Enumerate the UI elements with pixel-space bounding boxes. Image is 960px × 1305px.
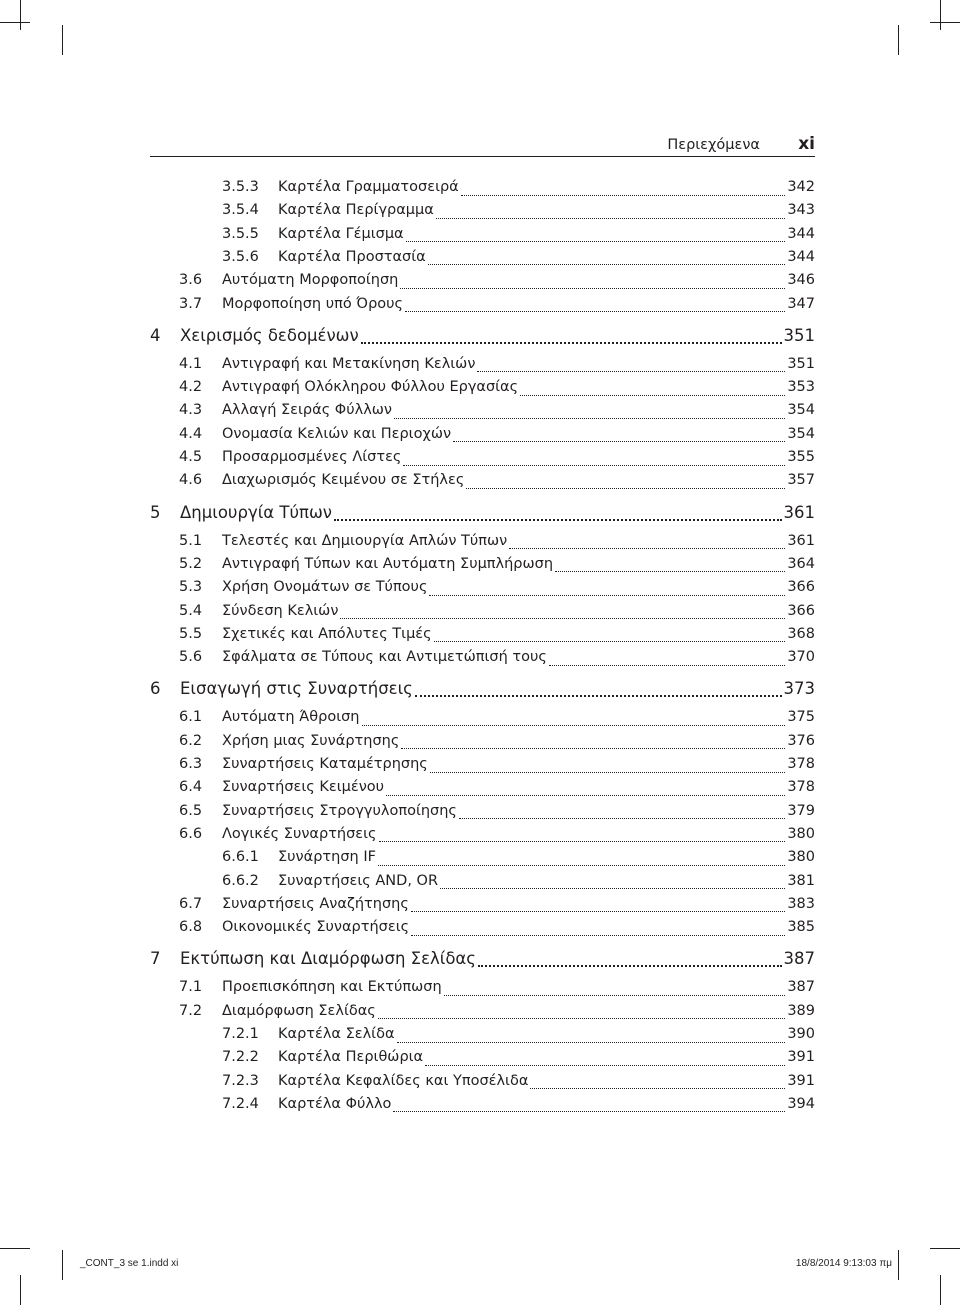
toc-page-number: 353 (787, 379, 815, 396)
toc-number: 4.1 (179, 355, 203, 372)
toc-page-number: 389 (787, 1002, 815, 1019)
dot-leader (400, 288, 785, 289)
toc-number: 3.5.6 (222, 248, 259, 265)
toc-number: 5.1 (179, 532, 203, 549)
toc-page-number: 391 (787, 1049, 815, 1066)
dot-leader (379, 841, 786, 842)
toc-title: Καρτέλα Περίγραμμα (278, 202, 434, 219)
toc-number: 5 (150, 502, 161, 522)
toc-page-number: 390 (787, 1026, 815, 1042)
toc-entry (179, 649, 815, 671)
toc-page-number: 380 (787, 849, 815, 866)
dot-leader (378, 1018, 786, 1019)
dot-leader (509, 548, 785, 549)
toc-entry (179, 472, 815, 494)
dot-leader (530, 1088, 785, 1089)
toc-title: Αντιγραφή Τύπων και Αυτόματη Συμπλήρωση (222, 555, 554, 572)
dot-leader (434, 641, 786, 642)
toc-title: Μορφοποίηση υπό Όρους (222, 295, 404, 312)
dot-leader (428, 264, 786, 265)
toc-page-number: 354 (787, 425, 815, 442)
dot-leader (394, 418, 785, 419)
toc-entry (179, 426, 815, 448)
dot-leader (386, 795, 785, 796)
dot-leader (461, 195, 786, 196)
toc-title: Λογικές Συναρτήσεις (222, 825, 377, 842)
toc-page-number: 387 (783, 949, 815, 969)
toc-page-number: 351 (783, 325, 815, 345)
dot-leader (411, 911, 785, 912)
toc-page-number: 391 (787, 1072, 815, 1089)
toc-title: Καρτέλα Γέμισμα (278, 225, 404, 242)
dot-leader (425, 1065, 785, 1066)
toc-title: Συναρτήσεις Καταμέτρησης (222, 756, 428, 772)
toc-number: 6.1 (179, 709, 203, 726)
dot-leader (415, 695, 782, 697)
toc-page-number: 361 (783, 502, 815, 522)
toc-entry (222, 873, 815, 895)
toc-page-number: 385 (787, 919, 815, 936)
toc-number: 4.2 (179, 379, 203, 396)
toc-title: Καρτέλα Κεφαλίδες και Υποσέλιδα (278, 1072, 529, 1089)
toc-number: 4.3 (179, 402, 203, 419)
dot-leader (411, 935, 785, 936)
toc-number: 7.2.3 (222, 1072, 259, 1089)
toc-entry (222, 1096, 815, 1118)
toc-title: Χρήση μιας Συνάρτησης (222, 732, 400, 749)
toc-number: 6 (150, 679, 161, 699)
toc-page-number: 387 (787, 979, 815, 996)
toc-page-number: 351 (787, 355, 815, 372)
dot-leader (453, 441, 785, 442)
toc-number: 3.7 (179, 295, 203, 312)
toc-title: Ονομασία Κελιών και Περιοχών (222, 425, 452, 442)
dot-leader (549, 665, 785, 666)
toc-number: 5.5 (179, 625, 203, 642)
toc-title: Διαμόρφωση Σελίδας (222, 1002, 376, 1019)
toc-title: Προσαρμοσμένες Λίστες (222, 449, 402, 465)
toc-entry (179, 919, 815, 941)
dot-leader (378, 865, 785, 866)
toc-page-number: 347 (787, 295, 815, 312)
dot-leader (459, 818, 785, 819)
toc-number: 6.6.2 (222, 872, 259, 889)
toc-entry (179, 449, 815, 471)
toc-page-number: 378 (787, 779, 815, 796)
toc-entry (179, 533, 815, 555)
toc-number: 6.6.1 (222, 849, 259, 866)
dot-leader (405, 311, 785, 312)
toc-number: 3.5.3 (222, 179, 259, 195)
dot-leader (429, 595, 785, 596)
toc-title: Αλλαγή Σειράς Φύλλων (222, 402, 393, 419)
toc-number: 3.6 (179, 272, 203, 289)
toc-number: 7.1 (179, 979, 203, 996)
toc-number: 6.2 (179, 732, 203, 749)
toc-page-number: 376 (787, 732, 815, 749)
toc-number: 7.2.2 (222, 1049, 259, 1066)
toc-entry (179, 579, 815, 601)
toc-entry (222, 249, 815, 271)
dot-leader (397, 1042, 786, 1043)
toc-title: Χρήση Ονομάτων σε Τύπους (222, 579, 428, 596)
dot-leader (520, 395, 785, 396)
toc-number: 3.5.4 (222, 202, 259, 219)
dot-leader (340, 618, 785, 619)
toc-page-number: 364 (787, 555, 815, 572)
toc-number: 6.7 (179, 895, 203, 912)
toc-entry (179, 979, 815, 1001)
toc-title: Καρτέλα Περιθώρια (278, 1049, 424, 1066)
toc-number: 4.4 (179, 425, 203, 442)
toc-title: Αυτόματη Μορφοποίηση (222, 272, 399, 289)
toc-entry (179, 603, 815, 625)
toc-page-number: 346 (787, 272, 815, 289)
toc-page-number: 342 (787, 179, 815, 195)
dot-leader (362, 725, 786, 726)
dot-leader (393, 1111, 785, 1112)
toc-title: Αντιγραφή και Μετακίνηση Κελιών (222, 355, 476, 372)
toc-entry (179, 826, 815, 848)
section-title: Περιεχόμενα (667, 137, 760, 153)
toc-title: Συναρτήσεις Στρογγυλοποίησης (222, 802, 457, 819)
toc-page-number: 344 (787, 248, 815, 265)
dot-leader (466, 488, 785, 489)
toc-title: Καρτέλα Γραμματοσειρά (278, 179, 459, 195)
toc-title: Συναρτήσεις AND, OR (278, 872, 439, 889)
toc-entry (150, 326, 815, 348)
toc-entry (150, 503, 815, 525)
toc-page-number: 381 (787, 872, 815, 889)
toc-page-number: 394 (787, 1095, 815, 1112)
dot-leader (361, 342, 782, 344)
toc-entry (150, 679, 815, 701)
dot-leader (403, 465, 785, 466)
toc-page-number: 357 (787, 472, 815, 489)
toc-number: 3.5.5 (222, 225, 259, 242)
dot-leader (444, 995, 786, 996)
dot-leader (430, 772, 785, 773)
toc-title: Καρτέλα Φύλλο (278, 1095, 392, 1112)
toc-entry (222, 1073, 815, 1095)
toc-page-number: 354 (787, 402, 815, 419)
toc-entry (179, 379, 815, 401)
toc-title: Εκτύπωση και Διαμόρφωση Σελίδας (180, 949, 476, 969)
dot-leader (334, 519, 781, 521)
toc-title: Καρτέλα Προστασία (278, 248, 426, 265)
toc-title: Σύνδεση Κελιών (222, 602, 339, 619)
toc-number: 7 (150, 949, 161, 969)
toc-entry (222, 1026, 815, 1048)
dot-leader (477, 371, 785, 372)
toc-number: 5.4 (179, 602, 203, 619)
toc-page-number: 373 (783, 679, 815, 699)
toc-number: 5.2 (179, 555, 203, 572)
toc-entry (150, 949, 815, 971)
toc-page-number: 343 (787, 202, 815, 219)
toc-title: Συνάρτηση IF (278, 849, 376, 866)
toc-entry (179, 356, 815, 378)
toc-page-number: 366 (787, 579, 815, 596)
toc-number: 7.2 (179, 1002, 203, 1019)
toc-entry (222, 202, 815, 224)
toc-number: 7.2.1 (222, 1026, 259, 1042)
toc-number: 6.6 (179, 825, 203, 842)
toc-page-number: 366 (787, 602, 815, 619)
toc-title: Οικονομικές Συναρτήσεις (222, 919, 410, 936)
print-timestamp: 18/8/2014 9:13:03 πμ (795, 1258, 892, 1269)
toc-number: 4 (150, 325, 161, 345)
toc-entry (179, 1003, 815, 1025)
toc-number: 6.3 (179, 756, 203, 772)
toc-entry (222, 226, 815, 248)
toc-number: 5.6 (179, 649, 203, 666)
dot-leader (478, 965, 782, 967)
toc-page-number: 383 (787, 895, 815, 912)
page-number: xi (798, 134, 815, 154)
toc-number: 5.3 (179, 579, 203, 596)
toc-page-number: 379 (787, 802, 815, 819)
file-name: _CONT_3 se 1.indd xi (80, 1258, 179, 1269)
dot-leader (401, 748, 785, 749)
toc-entry (179, 402, 815, 424)
toc-entry (179, 896, 815, 918)
toc-title: Εισαγωγή στις Συναρτήσεις (180, 679, 413, 699)
toc-page-number: 361 (787, 532, 815, 549)
toc-number: 6.8 (179, 919, 203, 936)
toc-page-number: 378 (787, 756, 815, 772)
toc-entry (179, 733, 815, 755)
toc-entry (179, 803, 815, 825)
toc-title: Συναρτήσεις Κειμένου (222, 779, 385, 796)
toc-page-number: 375 (787, 709, 815, 726)
toc-page-number: 344 (787, 225, 815, 242)
toc-number: 4.5 (179, 449, 203, 465)
toc-title: Σχετικές και Απόλυτες Τιμές (222, 625, 432, 642)
dot-leader (406, 241, 786, 242)
toc-entry (179, 272, 815, 294)
toc-entry (179, 626, 815, 648)
toc-entry (179, 556, 815, 578)
dot-leader (440, 888, 785, 889)
toc-title: Χειρισμός δεδομένων (180, 325, 359, 345)
dot-leader (436, 218, 786, 219)
toc-title: Αντιγραφή Ολόκληρου Φύλλου Εργασίας (222, 379, 519, 396)
toc-entry (179, 756, 815, 778)
toc-entry (222, 849, 815, 871)
toc-number: 6.5 (179, 802, 203, 819)
dot-leader (555, 571, 785, 572)
toc-title: Αυτόματη Άθροιση (222, 709, 360, 726)
toc-entry (222, 179, 815, 201)
toc-title: Διαχωρισμός Κειμένου σε Στήλες (222, 472, 465, 489)
toc-page-number: 355 (787, 449, 815, 465)
toc-entry (179, 709, 815, 731)
toc-number: 4.6 (179, 472, 203, 489)
toc-title: Τελεστές και Δημιουργία Απλών Τύπων (222, 532, 508, 549)
toc-title: Καρτέλα Σελίδα (278, 1026, 395, 1042)
toc-page-number: 368 (787, 625, 815, 642)
toc-title: Δημιουργία Τύπων (180, 502, 333, 522)
toc-title: Σφάλματα σε Τύπους και Αντιμετώπισή τους (222, 649, 547, 666)
toc-title: Συναρτήσεις Αναζήτησης (222, 895, 409, 912)
toc-number: 7.2.4 (222, 1095, 259, 1112)
toc-entry (179, 296, 815, 318)
print-footer (80, 1258, 892, 1272)
toc-entry (179, 779, 815, 801)
toc-number: 6.4 (179, 779, 203, 796)
toc-title: Προεπισκόπηση και Εκτύπωση (222, 979, 442, 996)
toc-entry (222, 1049, 815, 1071)
toc-page-number: 370 (787, 649, 815, 666)
toc-page-number: 380 (787, 825, 815, 842)
